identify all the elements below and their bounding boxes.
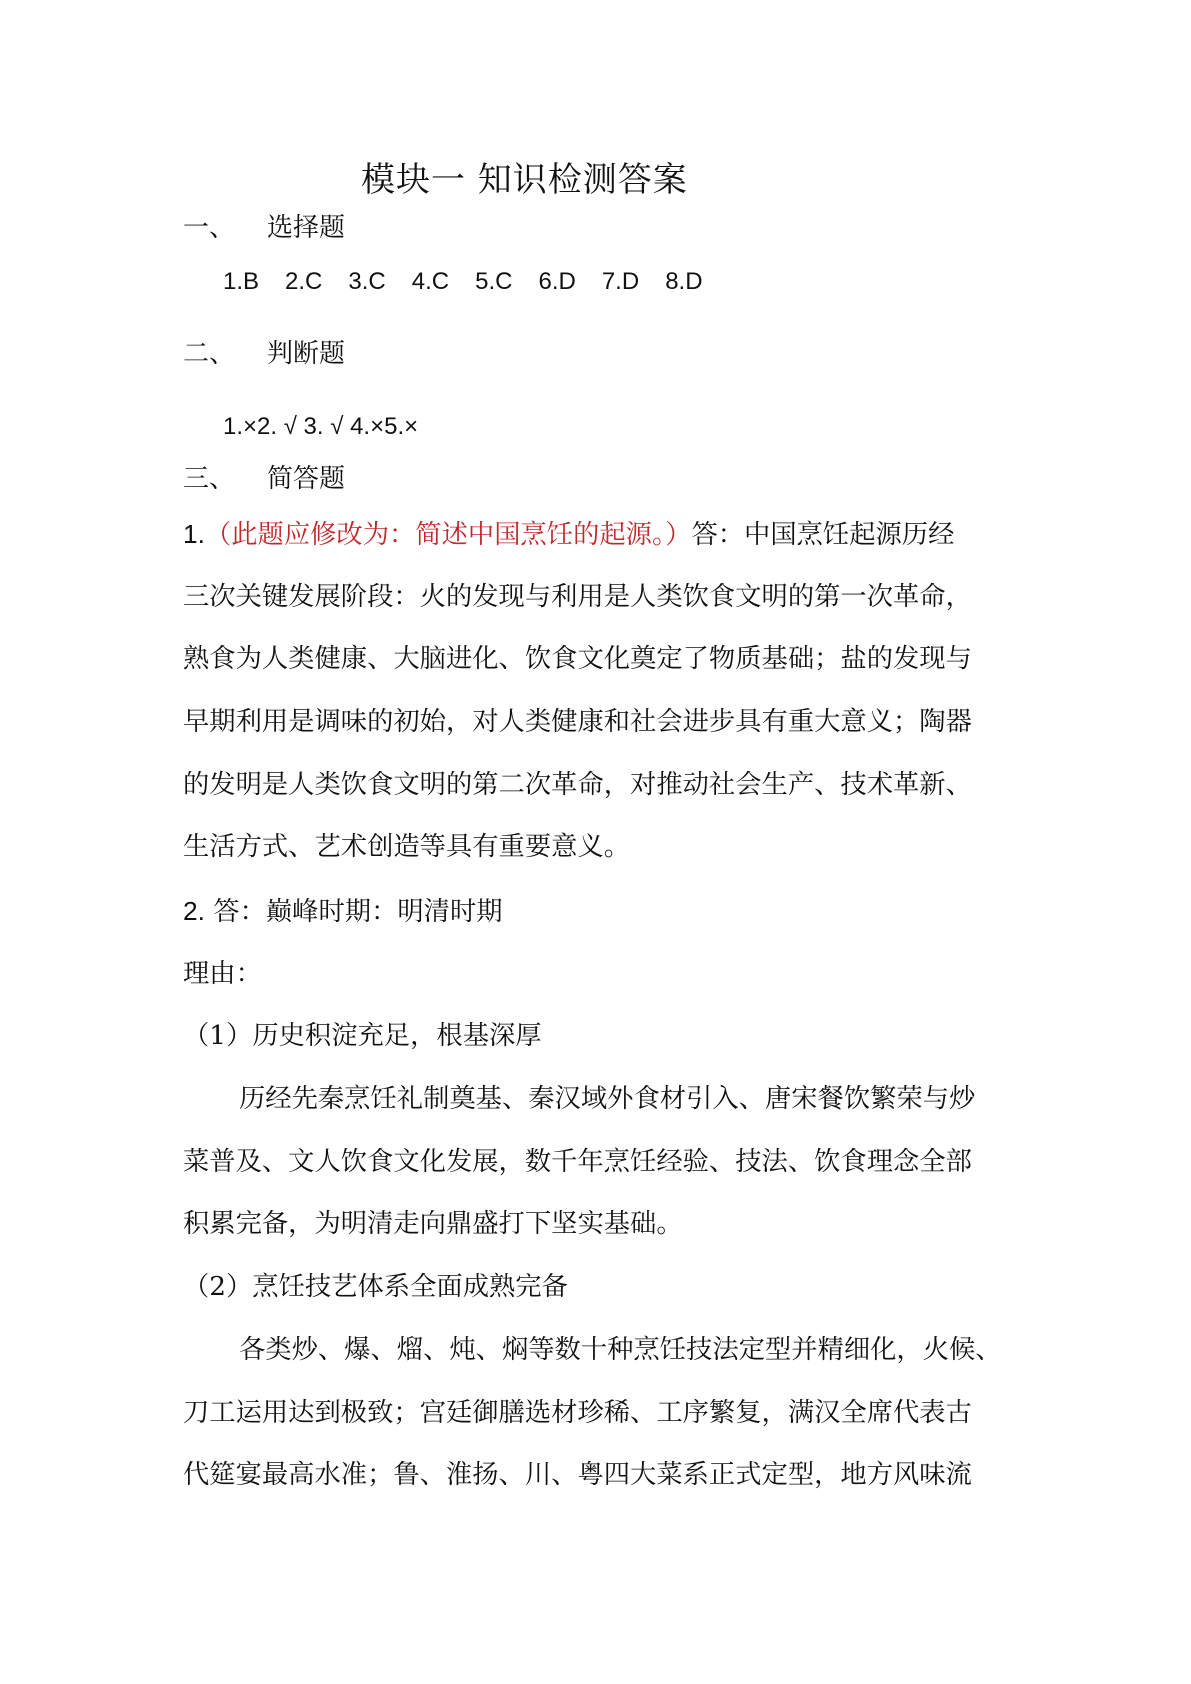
answer-text: 答：巅峰时期：明清时期 — [213, 897, 503, 927]
answer-item: 7.D — [601, 268, 640, 295]
reason-text: 菜普及、文人饮食文化发展，数千年烹饪经验、技法、饮食理念全部 — [183, 1146, 972, 1177]
answer-text: 的发明是人类饮食文明的第二次革命，对推动社会生产、技术革新、 — [183, 769, 972, 800]
section-number: 一、 — [183, 213, 236, 243]
question-1 — [183, 503, 1023, 879]
answer-text: 答：中国烹饪起源历经 — [691, 520, 955, 550]
answer-text: 三次关键发展阶段：火的发现与利用是人类饮食文明的第一次革命， — [183, 581, 972, 612]
question-2 — [183, 880, 1023, 1507]
answer-text: 早期利用是调味的初始，对人类健康和社会进步具有重大意义；陶器 — [183, 707, 972, 738]
reason-label: 理由： — [183, 958, 262, 989]
choice-answers — [223, 268, 729, 296]
reason-text: 各类炒、爆、熘、炖、焖等数十种烹饪技法定型并精细化，火候、 — [239, 1334, 1002, 1365]
reason-2-title: （2）烹饪技艺体系全面成熟完备 — [183, 1272, 568, 1303]
page-title: 模块一 知识检测答案 — [361, 160, 688, 200]
answer-text: 生活方式、艺术创造等具有重要意义。 — [183, 832, 631, 863]
question-number: 2. — [183, 896, 205, 926]
reason-text: 积累完备，为明清走向鼎盛打下坚实基础。 — [183, 1209, 683, 1240]
section-label: 选择题 — [267, 213, 346, 243]
section-number: 二、 — [183, 339, 236, 369]
answer-item: 4.C — [411, 268, 450, 295]
answer-text: 熟食为人类健康、大脑进化、饮食文化奠定了物质基础；盐的发现与 — [183, 644, 972, 675]
answer-item: 1.B — [223, 268, 260, 295]
section-label: 判断题 — [267, 339, 346, 369]
reason-1-title: （1）历史积淀充足，根基深厚 — [183, 1021, 542, 1052]
section-heading-short-answer — [183, 458, 345, 495]
section-heading-choice — [183, 207, 345, 244]
reason-text: 刀工运用达到极致；宫廷御膳选材珍稀、工序繁复，满汉全席代表古 — [183, 1397, 972, 1428]
reason-text: 历经先秦烹饪礼制奠基、秦汉域外食材引入、唐宋餐饮繁荣与炒 — [239, 1084, 976, 1115]
answer-item: 6.D — [538, 268, 576, 295]
reason-text: 代筵宴最高水准；鲁、淮扬、川、粤四大菜系正式定型，地方风味流 — [183, 1460, 972, 1491]
section-label: 简答题 — [267, 464, 346, 494]
revision-note: （此题应修改为：简述中国烹饪的起源。） — [204, 520, 692, 550]
judge-answers: 1.×2. √ 3. √ 4.×5.× — [223, 413, 419, 440]
answer-item: 3.C — [348, 268, 386, 295]
section-heading-judge — [183, 333, 345, 370]
answer-item: 8.D — [665, 268, 703, 295]
answer-item: 2.C — [285, 268, 323, 295]
section-number: 三、 — [183, 464, 236, 494]
question-number: 1. — [183, 519, 205, 549]
answer-item: 5.C — [475, 268, 513, 295]
